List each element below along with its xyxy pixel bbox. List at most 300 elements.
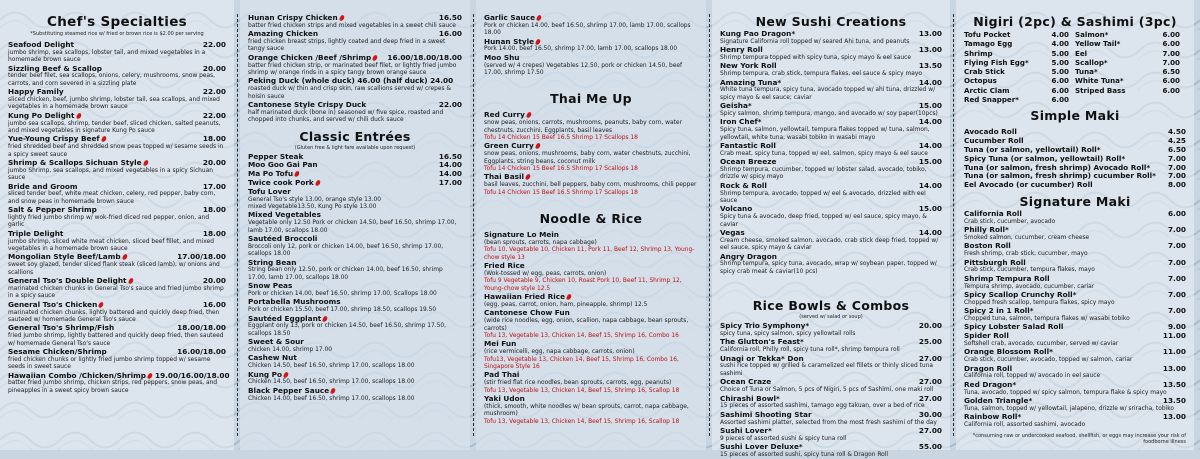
menu-item-row — [964, 397, 1186, 406]
menu-item-description: Crab stick, cucumber, tempura flakes, mayo — [964, 267, 1095, 274]
thai-noodle-column — [476, 0, 706, 450]
menu-item-row — [484, 371, 698, 380]
nigiri-cell — [1075, 86, 1186, 95]
menu-item-name-text: Cantonese Chow Fun — [484, 308, 570, 318]
spicy-chili-icon — [142, 159, 148, 166]
menu-item-price: 7.00 — [1167, 273, 1186, 283]
menu-item-price: 27.00 — [918, 353, 942, 363]
menu-item-name — [720, 62, 777, 71]
nigiri-name: Striped Bass — [1075, 85, 1126, 95]
menu-item-description: sushi rice topped w/ grilled & caramelized eel fillets or thinly sliced tuna sashimi — [720, 363, 933, 377]
menu-item-name-text: Salt & Pepper Shrimp — [8, 205, 97, 215]
nigiri-row — [964, 49, 1186, 58]
menu-item-price: 14.00 — [438, 160, 462, 170]
menu-item-description: Spicy salmon, shrimp tempura, mango, and avocado w/ soy paper(10pcs) — [720, 111, 938, 118]
menu-item-name — [720, 30, 795, 39]
menu-item-name-text: Rainbow Roll* — [964, 412, 1022, 422]
menu-item-name-text: Cantonese Style Crispy Duck — [248, 100, 367, 110]
menu-item-row — [8, 112, 226, 121]
menu-item-name-text: Tofu Lover — [248, 186, 291, 196]
menu-item-name-text: Moo Goo Gai Pan — [248, 160, 318, 170]
menu-item-description: tender beef filet, sea scallops, onions, celery, mushrooms, snow peas, carrots, and corn severed in a sizzling plate — [8, 73, 216, 87]
nigiri-cell — [964, 49, 1075, 58]
menu-item-price: 14.00 — [918, 117, 942, 127]
menu-item-description: Fresh shrimp, crab stick, cucumber, mayo — [964, 251, 1088, 258]
menu-item-description: Assorted sashimi platter, selected from the most fresh sashimi of the day — [720, 419, 937, 426]
menu-item-name — [964, 413, 1021, 422]
menu-item-price: 14.00 — [918, 228, 942, 238]
nigiri-price: 5.00 — [1051, 67, 1069, 77]
menu-item-description: Crab stick, cucumber, avocado — [964, 218, 1056, 225]
menu-item-price: 20.00 — [918, 321, 942, 331]
menu-item-price: 7.00 — [1167, 162, 1186, 172]
menu-item-row — [8, 88, 226, 97]
menu-item — [8, 159, 226, 183]
menu-item-name — [8, 159, 148, 168]
chef-specialties-column — [0, 0, 234, 450]
menu-item — [484, 142, 698, 173]
menu-item-name — [8, 206, 97, 215]
menu-item-name — [964, 348, 1053, 357]
menu-item-name — [720, 79, 781, 88]
menu-item-name-text: Tuna (or salmon, fresh shrimp) cucumber Roll* — [964, 171, 1156, 181]
menu-item-row — [720, 443, 942, 452]
menu-item-name — [964, 397, 1032, 406]
menu-item-row — [8, 159, 226, 168]
menu-item-row — [720, 338, 942, 347]
nigiri-cell — [1075, 67, 1186, 76]
menu-item-row — [484, 231, 698, 240]
rice-bowls-list — [720, 322, 942, 459]
menu-item-name-text: Spicy 2 in 1 Roll* — [964, 306, 1034, 316]
menu-item-name — [720, 355, 804, 364]
menu-item-price: 16.50 — [438, 151, 462, 161]
menu-item-name — [248, 101, 366, 110]
menu-item-name-text: Ocean Breeze — [720, 157, 777, 167]
menu-item-price: 13.00 — [1162, 363, 1186, 373]
menu-item-name-text: Rock & Roll — [720, 180, 767, 190]
menu-item-description: California roll, topped w/ avocado in eel sauce — [964, 373, 1101, 380]
menu-item — [964, 242, 1186, 258]
menu-item-name-text: Spicy Trio Symphony* — [720, 321, 810, 331]
menu-item-price: 16.50 — [438, 13, 462, 22]
nigiri-name: Shrimp — [964, 48, 993, 58]
nigiri-name: Yellow Tail* — [1075, 39, 1121, 49]
menu-item-row — [8, 183, 226, 192]
menu-item-name-text: Angry Dragon — [720, 251, 777, 261]
menu-item-price: 18.00 — [202, 134, 226, 144]
nigiri-price: 6.50 — [1162, 67, 1180, 77]
menu-item-name — [720, 411, 812, 420]
menu-item — [720, 338, 942, 354]
menu-item-name — [964, 307, 1034, 316]
menu-item — [964, 307, 1186, 323]
menu-item-name — [8, 88, 64, 97]
menu-item-name — [248, 371, 288, 380]
menu-item-row — [964, 226, 1186, 235]
menu-item-price: 15.00 — [918, 101, 942, 111]
menu-item-row — [8, 230, 226, 239]
menu-item-price-list: Tofu 14 Chicken 15 Beef 16.5 Shrimp 17 Scallops 18 — [484, 135, 638, 142]
menu-item — [248, 354, 462, 370]
menu-item-name-text: Spicy Lobster Salad Roll — [964, 322, 1064, 332]
nigiri-name: Tofu Pocket — [964, 30, 1011, 39]
menu-item-description: (served w/ 4 crepes) Vegetables 12.50, pork or chicken 14.50, beef 17.00, shrimp 17.50 — [484, 62, 683, 77]
nigiri-name: Tuna* — [1075, 67, 1098, 77]
menu-item-name-text: Avocado Roll — [964, 127, 1017, 137]
menu-item-name-text: Henry Roll — [720, 45, 763, 55]
menu-item-description: snow peas, onions, carrots, mushrooms, peanuts, baby corn, water chestnuts, zucchini, Eggplants, basil leaves — [484, 120, 682, 134]
menu-item-row — [964, 242, 1186, 251]
menu-item-row — [248, 188, 462, 197]
spicy-chili-icon — [101, 136, 107, 143]
menu-item-row — [720, 427, 942, 436]
menu-item-price: 27.00 — [918, 377, 942, 387]
menu-item-description: jumbo sea scallops, shrimp, tender beef, sliced chicken, salted peanuts, and mixed vegetables in signature Kung Po sauce — [8, 120, 221, 135]
menu-item-description: (egg, peas, carrot, onion, ham, pineapple, shrimp) 12.5 — [484, 301, 648, 308]
nigiri-name: Salmon* — [1075, 30, 1109, 39]
menu-item-description: batter fried jumbo shrimp, chicken strips, red peppers, snow peas, and pineapples in a sweet spicy brown sauce — [8, 380, 218, 394]
menu-item-price: 22.00 — [202, 40, 226, 49]
menu-item-price: 17.00 — [438, 178, 462, 188]
menu-item-name-text: Fantastic Roll — [720, 141, 776, 151]
noodle-rice-title: Noodle & Rice — [539, 211, 643, 227]
menu-item-description: sweet soy glazed, tender sliced flank steak (sliced lamb), w/ onions and scallions — [8, 262, 220, 276]
menu-item-price-list: Tofu 13, Vegetable 13, Chicken 14, Beef 15, Shrimp 16, Combo 16 — [484, 332, 679, 339]
menu-item-name-text: Volcano — [720, 204, 753, 214]
chef-specialties-title: Chef's Specialties — [47, 14, 187, 30]
menu-item — [720, 79, 942, 103]
nigiri-price: 6.00 — [1051, 76, 1069, 86]
menu-item-row — [964, 291, 1186, 300]
menu-item-row — [720, 205, 942, 214]
menu-item-price: 13.50 — [1162, 395, 1186, 405]
menu-item-name — [248, 54, 377, 63]
menu-item-price: 13.00 — [1162, 412, 1186, 422]
spicy-chili-icon — [322, 315, 328, 322]
menu-item — [720, 46, 942, 62]
menu-item-price-list: Tofu 14 Chicken 15 Beef 16.5 Shrimp 17 Scallops 18 — [484, 189, 638, 196]
menu-item-description: lightly fried jumbo shrimp w/ wok-fried diced red pepper, onion, and garlic — [8, 215, 210, 229]
menu-item-name-text: Spicy Scallop Crunchy Roll* — [964, 289, 1077, 299]
menu-item-row — [484, 142, 698, 151]
menu-item — [964, 365, 1186, 381]
menu-item-name-text: Eel Avocado (or cucumber) Roll — [964, 180, 1093, 190]
nigiri-cell — [1075, 30, 1186, 39]
menu-item-name — [484, 38, 540, 47]
menu-item-name — [484, 340, 516, 349]
spicy-chili-icon — [566, 294, 572, 301]
menu-item-row — [964, 381, 1186, 390]
menu-item-description: General Tso's style 13.00, orange style 13.00 — [248, 196, 382, 203]
menu-item-name — [964, 181, 1093, 190]
menu-item — [484, 395, 698, 426]
menu-item-name — [484, 309, 570, 318]
menu-item-name-text: Red Dragon* — [964, 379, 1017, 389]
nigiri-name: Tamago Egg — [964, 39, 1013, 49]
menu-item-price-list: Tofu 9 Vegetable 9, Chicken 10, Roast Pork 10, Beef 11, Shrimp 12, Young-chow style 12.5 — [484, 278, 682, 292]
menu-item-description: basil leaves, zucchini, bell peppers, baby corn, mushrooms, chili pepper — [484, 182, 697, 189]
menu-item — [8, 183, 226, 207]
menu-item-name-text: Orange Chicken /Beef /Shrimp — [248, 52, 372, 62]
menu-item-name — [8, 65, 102, 74]
menu-item-row — [964, 259, 1186, 268]
nigiri-name: Arctic Clam — [964, 85, 1010, 95]
menu-item-row — [8, 277, 226, 286]
menu-item-description: roasted duck w/ thin and crisp skin, raw scallions served w/ crepes & hoisin sauce — [248, 86, 451, 100]
menu-item — [8, 230, 226, 254]
menu-item-name — [720, 118, 762, 127]
menu-item-description: Chicken 14.00, beef 16.50, shrimp 17.00, scallops 18.00 — [248, 395, 415, 402]
menu-item-row — [720, 79, 942, 88]
menu-item-price: 17.00 — [202, 181, 226, 191]
menu-item-name-text: Sesame Chicken/Shrimp — [8, 346, 107, 356]
menu-item-description: 15 pieces of assorted sashimi, tamago egg takuan, over a bed of rice — [720, 403, 925, 410]
menu-item-name-text: Thai Basil — [484, 172, 524, 182]
menu-item-description: Shrimp tempura topped with spicy tuna, spicy mayo & eel sauce — [720, 55, 911, 61]
menu-item-row — [8, 370, 230, 381]
menu-item-row — [484, 173, 698, 182]
menu-item-row — [484, 54, 698, 63]
menu-item-price: 7.00 — [1167, 289, 1186, 299]
menu-item-row — [8, 324, 226, 333]
menu-item-name-text: General Tso's Double Delight — [8, 276, 127, 286]
menu-item-row — [248, 235, 462, 244]
menu-item-price: 14.00 — [918, 180, 942, 190]
menu-item-name-text: Geisha* — [720, 101, 752, 111]
menu-item-price: 14.00 — [918, 141, 942, 151]
menu-item-name-text: Kung Pao Dragon* — [720, 29, 796, 38]
menu-item-row — [964, 210, 1186, 219]
sushi-creations-list — [720, 30, 942, 276]
spicy-chili-icon — [536, 14, 542, 21]
menu-item — [484, 262, 698, 293]
menu-item — [8, 277, 226, 301]
menu-item — [720, 355, 942, 379]
menu-item-row — [720, 253, 942, 262]
menu-item — [248, 235, 462, 259]
menu-item-name-text: Snow Peas — [248, 281, 293, 291]
menu-item-price: 14.00 — [438, 169, 462, 179]
menu-item-name-text: Chirashi Bowl* — [720, 393, 780, 403]
menu-item-name-text: Pad Thai — [484, 370, 520, 380]
menu-item-price: 19.00/16.00/18.00 — [155, 370, 230, 380]
menu-item-name — [248, 354, 297, 363]
menu-item-name — [964, 332, 1009, 341]
classic-entrees-list — [248, 153, 462, 403]
menu-item-name — [720, 102, 752, 111]
menu-item-price: 4.25 — [1167, 136, 1186, 146]
menu-item-name-text: Black Pepper Sauce — [248, 385, 330, 395]
menu-item — [248, 211, 462, 235]
nigiri-price: 6.00 — [1051, 85, 1069, 95]
menu-item-name — [720, 142, 776, 151]
spicy-chili-icon — [127, 278, 133, 285]
menu-item-name — [964, 226, 1009, 235]
menu-item-name-text: Hawaiian Fried Rice — [484, 292, 566, 302]
menu-item-row — [964, 332, 1186, 341]
menu-item — [484, 54, 698, 78]
menu-item — [8, 206, 226, 230]
menu-item-name — [248, 77, 453, 86]
menu-item-price: 25.00 — [918, 337, 942, 347]
menu-item-price: 16.00 — [438, 29, 462, 39]
nigiri-price: 6.00 — [1051, 95, 1069, 105]
menu-item-description: Softshell crab, avocado, cucumber, served w/ caviar — [964, 340, 1119, 347]
menu-item-row — [964, 413, 1186, 422]
menu-item-name — [720, 338, 804, 347]
menu-item-name-text: Mei Fun — [484, 339, 517, 349]
menu-item-description: Signature California roll topped w/ seared Ahi tuna, and peanuts — [720, 38, 910, 45]
nigiri-cell — [1075, 76, 1186, 85]
nigiri-cell — [964, 86, 1075, 95]
menu-item — [964, 397, 1186, 413]
menu-item-row — [720, 62, 942, 71]
menu-item-name — [484, 395, 525, 404]
menu-item — [720, 443, 942, 459]
spicy-chili-icon — [121, 254, 127, 261]
nigiri-cell — [964, 67, 1075, 76]
menu-item-name — [484, 262, 525, 271]
nigiri-cell — [1075, 58, 1186, 67]
menu-item — [720, 158, 942, 182]
menu-item-price-list: Tofu 10, Vegetable 10, Chicken 11, Pork 11, Beef 12, Shrimp 13, Young-chow style 13 — [484, 247, 695, 261]
sauce-specials-list — [484, 14, 698, 77]
menu-item-description: fried chicken chunks or lightly fried jumbo shrimp topped w/ sesame seeds in sweet sauce — [8, 356, 211, 371]
menu-item-name-text: Kung Po Delight — [8, 110, 75, 120]
menu-item-name — [484, 142, 540, 151]
menu-item-price: 6.50 — [1167, 144, 1186, 154]
menu-item-name-text: Unagi or Tekka* Don — [720, 353, 804, 363]
menu-item — [964, 381, 1186, 397]
menu-item-name — [8, 277, 133, 286]
menu-item-description: California roll, Philly roll, spicy tuna roll*, shrimp tempura roll — [720, 347, 900, 354]
menu-item-name-text: Kung Po — [248, 369, 283, 379]
simple-maki-title: Simple Maki — [1030, 108, 1120, 124]
menu-item — [484, 340, 698, 371]
menu-item-row — [8, 135, 226, 144]
menu-item-row — [720, 229, 942, 238]
menu-item — [484, 293, 698, 309]
menu-item — [8, 135, 226, 159]
menu-item-name-text: Pepper Steak — [248, 151, 304, 161]
menu-item-row — [720, 102, 942, 111]
nigiri-cell — [964, 95, 1075, 104]
menu-item-name-text: Vegas — [720, 228, 745, 238]
menu-item-name — [248, 298, 341, 307]
menu-item-name-text: Mongolian Style Beef/Lamb — [8, 252, 121, 262]
menu-item-price: 16.00/18.00 — [177, 346, 226, 356]
menu-item-name — [8, 324, 114, 333]
nigiri-cell — [1075, 39, 1186, 48]
menu-item-description: Broccoli only 12, pork or chicken 14.00, beef 16.50, shrimp 17.00, scallops 18.00 — [248, 243, 444, 258]
menu-item — [8, 348, 226, 372]
menu-item-name — [248, 315, 327, 324]
spicy-chili-icon — [535, 38, 541, 45]
menu-item — [8, 41, 226, 65]
spicy-chili-icon — [75, 112, 81, 119]
menu-item-name — [484, 54, 519, 63]
menu-item-name — [964, 210, 1022, 219]
column-divider — [237, 14, 238, 436]
menu-item-name-text: Pittsburgh Roll — [964, 257, 1026, 267]
menu-item-description: jumbo Shrimp, sea scallops, and mixed vegetables in a spicy Sichuan sauce — [8, 167, 213, 182]
menu-item-row — [8, 65, 226, 74]
menu-item-row — [484, 111, 698, 120]
menu-item — [964, 332, 1186, 348]
menu-item-row — [248, 354, 462, 363]
menu-item-name-text: Bride and Groom — [8, 181, 78, 191]
spicy-chili-icon — [339, 14, 345, 21]
menu-item — [248, 30, 462, 54]
menu-item-price: 7.00 — [1167, 153, 1186, 163]
nigiri-name: Eel — [1075, 48, 1088, 58]
menu-item — [720, 118, 942, 142]
menu-item-name — [248, 338, 304, 347]
menu-item — [248, 101, 462, 125]
menu-item — [720, 378, 942, 394]
menu-item-description: jumbo shrimp, sliced white meat chicken, sliced beef fillet, and mixed vegetables in a homemade brown sauce — [8, 238, 214, 253]
menu-item — [8, 112, 226, 136]
menu-item-price: 22.00 — [202, 110, 226, 120]
menu-item — [248, 315, 462, 339]
classic-entrees-title: Classic Entrées — [299, 128, 411, 144]
menu-item — [248, 371, 462, 387]
menu-item-name-text: Spider Roll — [964, 331, 1009, 341]
menu-item — [964, 291, 1186, 307]
menu-item-name-text: Sautéed Eggplant — [248, 313, 322, 323]
nigiri-price: 6.00 — [1162, 85, 1180, 95]
menu-item-row — [248, 371, 462, 380]
menu-item-price: 20.00 — [202, 63, 226, 73]
menu-item-row — [720, 182, 942, 191]
menu-item-name-text: Spicy Tuna (or salmon, yellowtail) Roll* — [964, 153, 1126, 163]
menu-item-row — [248, 315, 462, 324]
menu-item-name — [720, 229, 745, 238]
menu-item-row — [720, 118, 942, 127]
nigiri-row — [964, 30, 1186, 39]
new-sushi-creations-title: New Sushi Creations — [755, 14, 907, 29]
spicy-chili-icon — [294, 171, 300, 178]
menu-item-row — [248, 338, 462, 347]
menu-item-description: Pork or chicken 15.50, beef 17.00, shrimp 18.50, scallops 19.50 — [248, 307, 437, 314]
nigiri-row — [964, 39, 1186, 48]
sushi-creations-column — [712, 0, 950, 458]
menu-item-description: Shrimp tempura, crab stick, tempura flakes, eel sauce & spicy mayo — [720, 71, 922, 78]
menu-item-row — [964, 307, 1186, 316]
menu-item — [720, 253, 942, 277]
menu-item-row — [248, 30, 462, 39]
menu-item-price: 7.00 — [1167, 225, 1186, 235]
menu-item-description: Spicy tuna, salmon, yellowtail, tempura flakes topped w/ tuna, salmon, yellowtail, white tuna, wasabi tobiko in wasabi mayo — [720, 127, 930, 141]
menu-item — [248, 77, 462, 101]
menu-item-row — [484, 395, 698, 404]
nigiri-cell — [964, 58, 1075, 67]
menu-item-name — [248, 14, 344, 23]
menu-item — [8, 370, 230, 396]
menu-item-price: 27.00 — [918, 425, 942, 435]
menu-item — [720, 182, 942, 206]
menu-item — [8, 301, 226, 325]
spicy-chili-icon — [315, 179, 321, 186]
menu-item-description: String bean only 12.50, pork or chicken 14.00, beef 16.50, shrimp 17.00, lamb 17.00, scallops 18.00 — [248, 267, 443, 281]
menu-item-name-text: General Tso's Chicken — [8, 299, 98, 309]
menu-item-name-text: Garlic Sauce — [484, 13, 536, 22]
menu-item — [484, 309, 698, 340]
menu-item-name-text: Signature Lo Mein — [484, 230, 559, 240]
menu-item-price: 7.00 — [1167, 306, 1186, 316]
menu-item-name-text: Triple Delight — [8, 228, 64, 238]
